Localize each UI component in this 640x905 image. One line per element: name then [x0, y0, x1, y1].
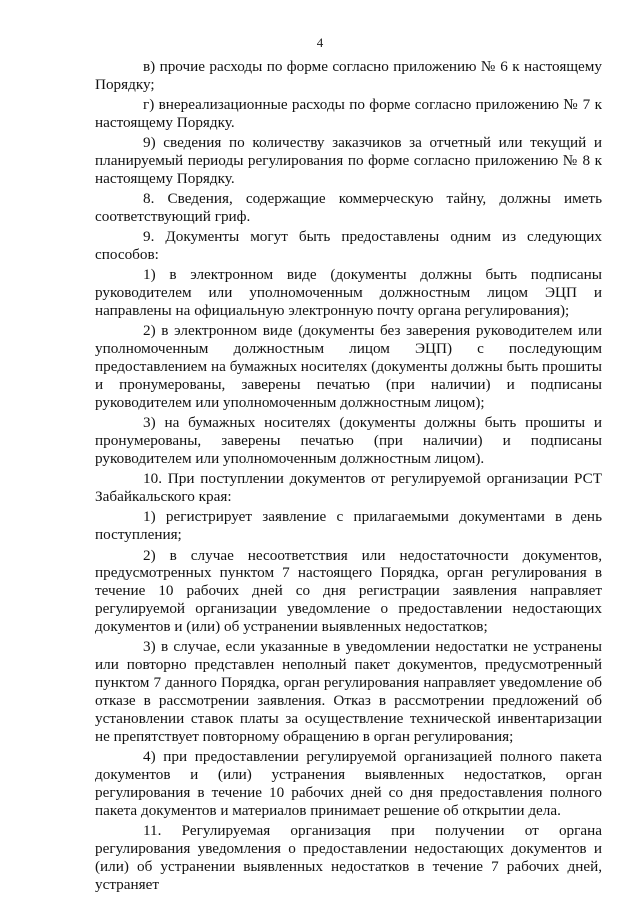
paragraph-8-commercial-secret: 8. Сведения, содержащие коммерческую тайну, должны иметь соответствующий гриф.	[95, 190, 602, 226]
paragraph-9-submission-methods: 9. Документы могут быть предоставлены одним из следующих способов:	[95, 228, 602, 264]
paragraph-10-3-refusal: 3) в случае, если указанные в уведомлении недостатки не устранены или повторно представлен неполный пакет документов, предусмотренный пунктом 7 данного Порядка, орган регулирования направляет уведомление об отказе в рассмотрении заявления. Отказ в рассмотрении предложений об установлении ставок платы за осуществление технической инвентаризации не препятствует повторному обращению в орган регулирования;	[95, 638, 602, 745]
paragraph-9-1-electronic-signed: 1) в электронном виде (документы должны быть подписаны руководителем или уполномоченным должностным лицом ЭЦП и направлены на официальную электронную почту органа регулирования);	[95, 266, 602, 320]
paragraph-9-customers-info: 9) сведения по количеству заказчиков за отчетный или текущий и планируемый периоды регулирования по форме согласно приложению № 8 к настоящему Порядку.	[95, 134, 602, 188]
page-number: 4	[316, 35, 324, 50]
paragraph-10-4-opening-case: 4) при предоставлении регулируемой организацией полного пакета документов и (или) устранения выявленных недостатков, орган регулирования в течение 10 рабочих дней со дня предоставления полного пакета документов и материалов принимает решение об открытии дела.	[95, 748, 602, 819]
paragraph-3g-non-operating-expenses: г) внереализационные расходы по форме согласно приложению № 7 к настоящему Порядку.	[95, 96, 602, 132]
document-body	[95, 58, 602, 896]
paragraph-3v-other-expenses: в) прочие расходы по форме согласно приложению № 6 к настоящему Порядку;	[95, 58, 602, 93]
paragraph-9-2-electronic-then-paper: 2) в электронном виде (документы без заверения руководителем или уполномоченным должностным лицом ЭЦП) с последующим предоставлением на бумажных носителях (документы должны быть прошиты и пронумерованы, заверены печатью (при наличии) и подписаны руководителем или уполномоченным должностным лицом);	[95, 322, 602, 412]
paragraph-10-receipt-of-documents: 10. При поступлении документов от регулируемой организации РСТ Забайкальского края:	[95, 470, 602, 506]
paragraph-9-3-paper: 3) на бумажных носителях (документы должны быть прошиты и пронумерованы, заверены печатью (при наличии) и подписаны руководителем или уполномоченным должностным лицом).	[95, 414, 602, 468]
paragraph-11-notification: 11. Регулируемая организация при получении от органа регулирования уведомления о предоставлении недостающих документов и (или) об устранении выявленных недостатков в течение 7 рабочих дней, устраняет	[95, 822, 602, 893]
paragraph-10-2-insufficient-documents: 2) в случае несоответствия или недостаточности документов, предусмотренных пунктом 7 настоящего Порядка, орган регулирования в течение 10 рабочих дней со дня регистрации заявления направляет регулируемой организации уведомление о предоставлении недостающих документов и (или) об устранении выявленных недостатков;	[95, 546, 602, 636]
paragraph-10-1-registration: 1) регистрирует заявление с прилагаемыми документами в день поступления;	[95, 508, 602, 544]
